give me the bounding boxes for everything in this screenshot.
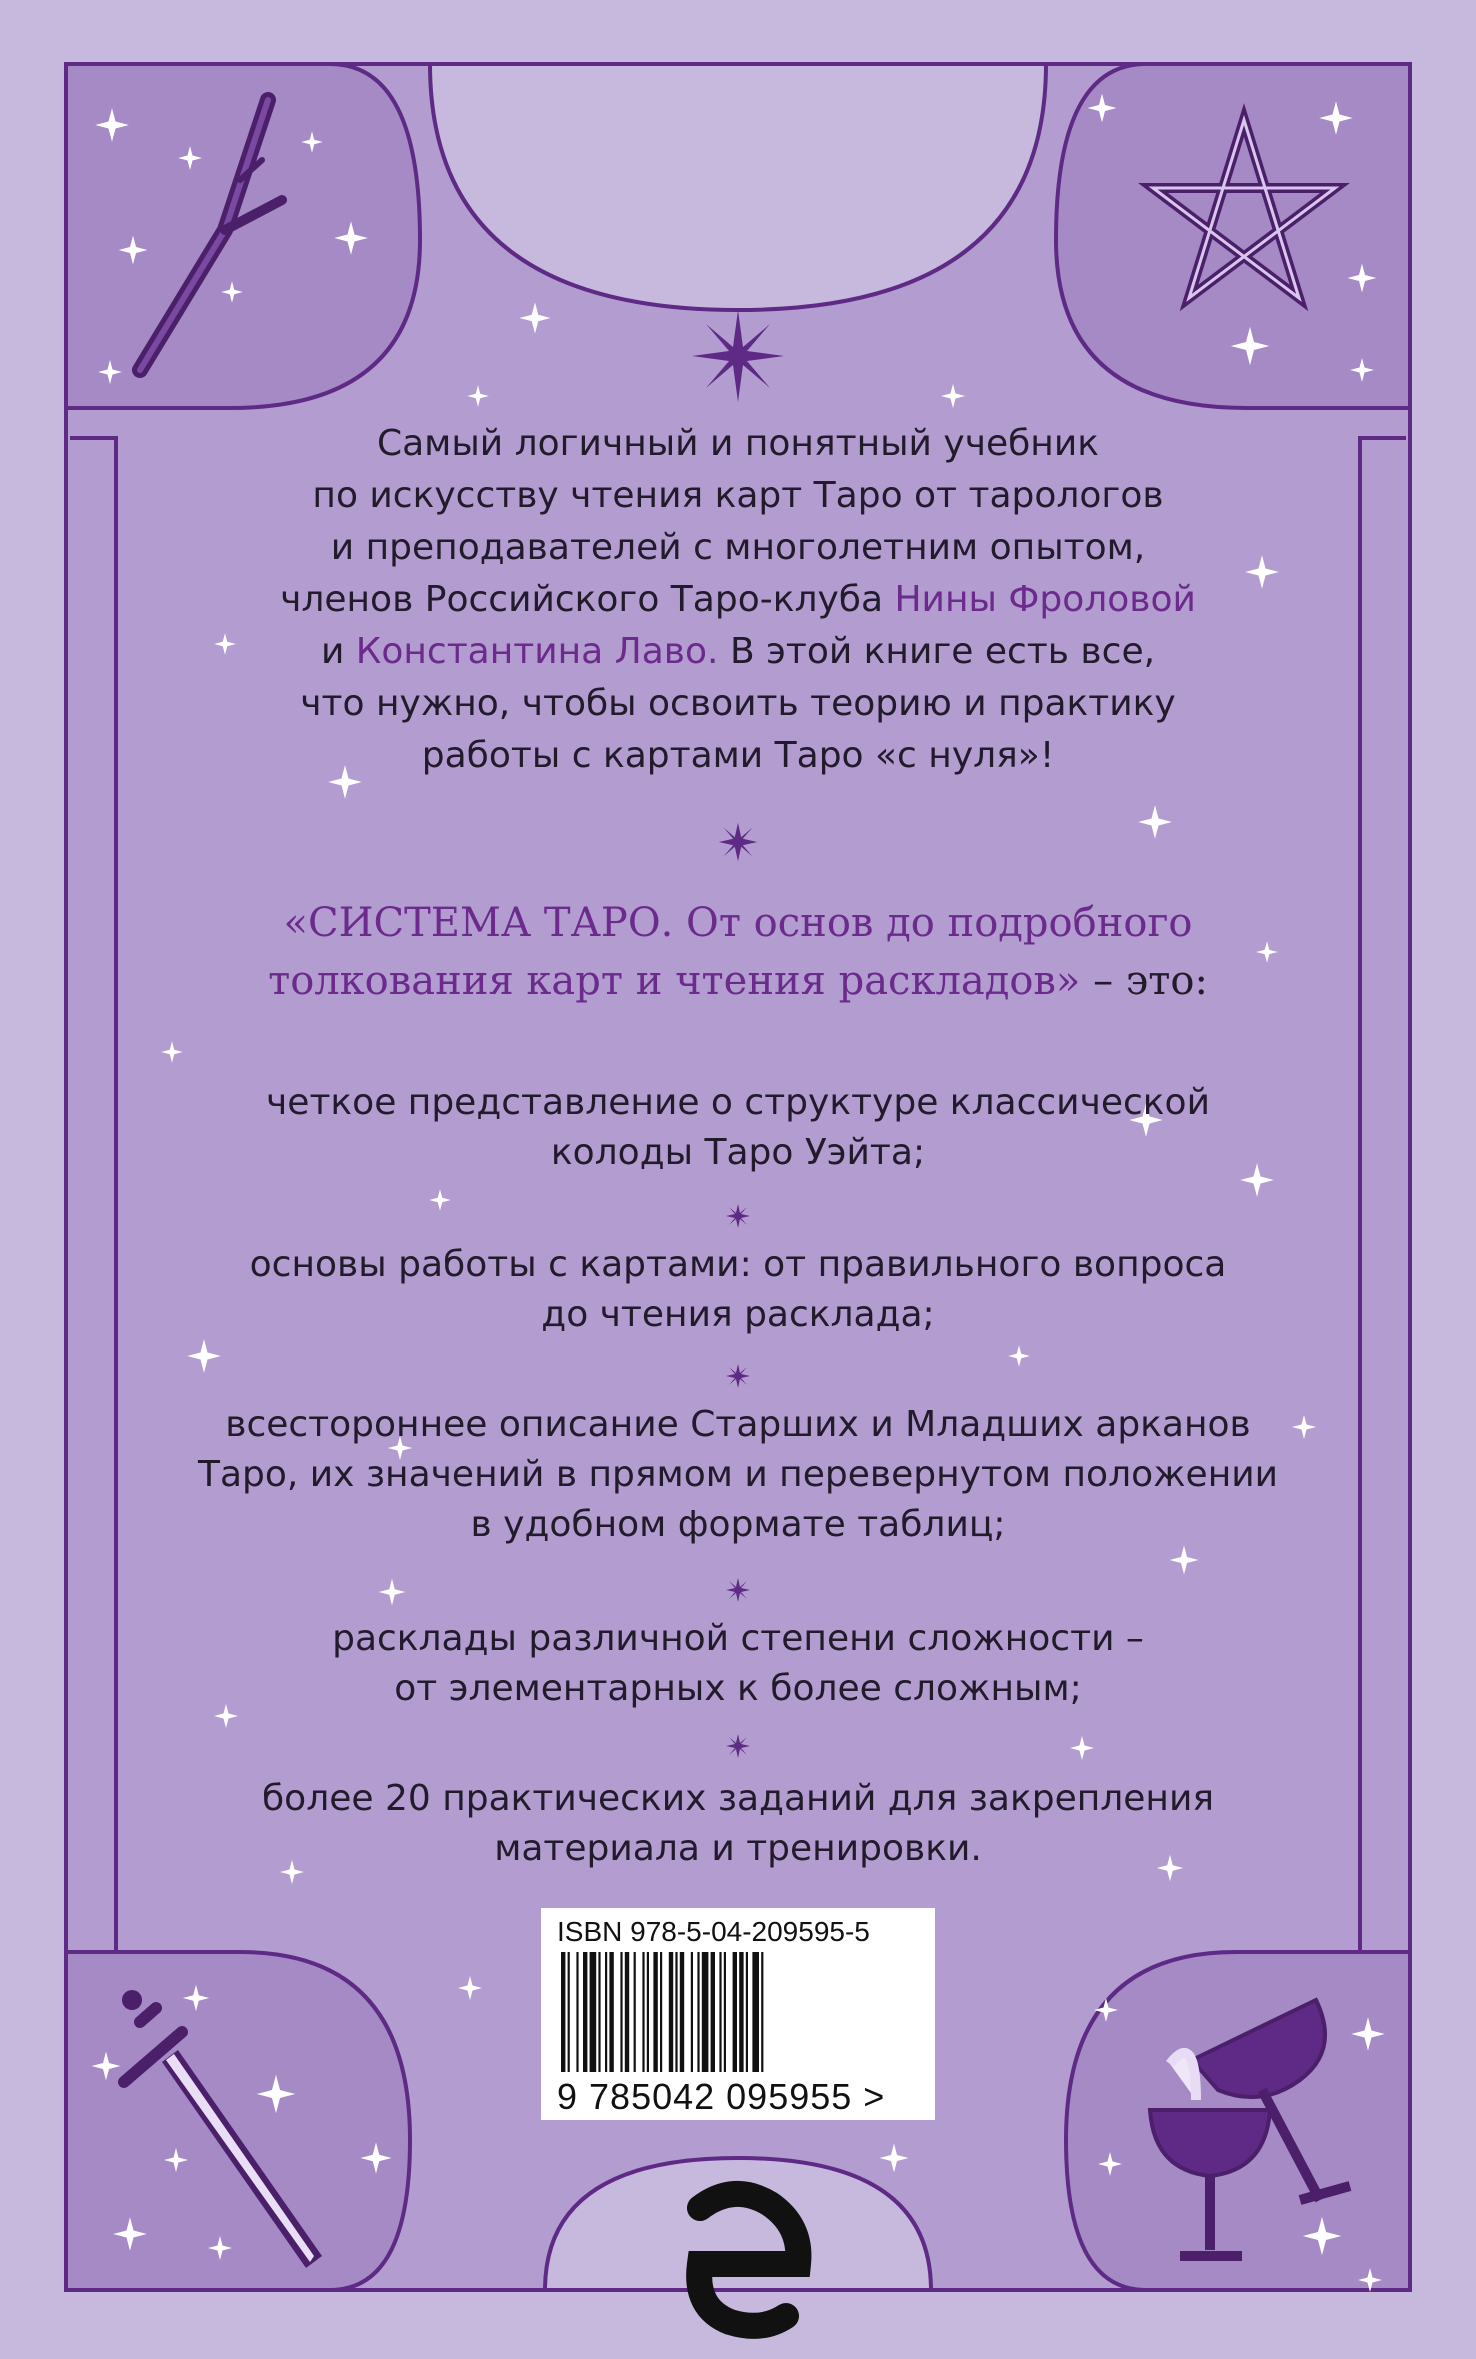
barcode-bar bbox=[702, 1952, 709, 2072]
barcode-bar bbox=[634, 1952, 636, 2072]
barcode-bar bbox=[719, 1952, 721, 2072]
barcode-bar bbox=[675, 1952, 677, 2072]
barcode-digits: 9 785042 095955 > bbox=[557, 2076, 886, 2117]
barcode-bar bbox=[761, 1952, 763, 2072]
barcode-bar bbox=[605, 1952, 607, 2072]
feature-item: четкое представление о структуре классической колоды Таро Уэйта; bbox=[266, 1082, 1210, 1173]
barcode-bar bbox=[697, 1952, 699, 2072]
intro-line: членов Российского Таро-клуба Нины Фроловой bbox=[280, 579, 1196, 620]
barcode-bar bbox=[746, 1952, 748, 2072]
barcode-bar bbox=[711, 1952, 715, 2072]
barcode-bar bbox=[609, 1952, 613, 2072]
barcode-bar bbox=[625, 1952, 629, 2072]
barcode-bar bbox=[576, 1952, 578, 2072]
intro-line: что нужно, чтобы освоить теорию и практику bbox=[300, 683, 1176, 724]
feature-item: всестороннее описание Старших и Младших арканов Таро, их значений в прямом и перевернутом положении в удобном формате таблиц; bbox=[197, 1404, 1279, 1545]
intro-paragraph bbox=[0, 418, 1476, 782]
intro-line: и Константина Лаво. В этой книге есть все, bbox=[320, 631, 1156, 672]
intro-line: работы с картами Таро «с нуля»! bbox=[421, 735, 1055, 776]
corner-bottom-left bbox=[66, 1952, 410, 2290]
barcode-bar bbox=[647, 1952, 649, 2072]
feature-item: основы работы с картами: от правильного вопроса до чтения расклада; bbox=[249, 1244, 1227, 1335]
intro-line: Самый логичный и понятный учебник bbox=[376, 423, 1099, 464]
intro-line: по искусству чтения карт Таро от тарологов bbox=[312, 475, 1164, 516]
book-title-quote bbox=[0, 894, 1476, 1010]
isbn-label: ISBN 978-5-04-209595-5 bbox=[557, 1916, 870, 1947]
author-name: Нины Фроловой bbox=[894, 579, 1196, 620]
intro-line: и преподавателей с многолетним опытом, bbox=[330, 527, 1146, 568]
barcode bbox=[557, 1952, 919, 2076]
barcode-bar bbox=[620, 1952, 622, 2072]
barcode-bar bbox=[691, 1952, 693, 2072]
corner-top-left bbox=[66, 64, 420, 408]
barcode-bar bbox=[733, 1952, 737, 2072]
book-title-line: «СИСТЕМА ТАРО. От основ до подробного bbox=[283, 900, 1193, 946]
isbn-barcode-box bbox=[541, 1908, 935, 2120]
author-name: Константина Лаво. bbox=[355, 631, 719, 672]
barcode-bar bbox=[680, 1952, 684, 2072]
feature-item: расклады различной степени сложности – от элементарных к более сложным; bbox=[332, 1618, 1144, 1709]
barcode-bar bbox=[590, 1952, 597, 2072]
barcode-bar bbox=[653, 1952, 657, 2072]
corner-top-right bbox=[1056, 64, 1410, 408]
barcode-bar bbox=[752, 1952, 759, 2072]
feature-item: более 20 практических заданий для закрепления материала и тренировки. bbox=[261, 1778, 1215, 1869]
barcode-bar bbox=[724, 1952, 726, 2072]
barcode-bar bbox=[642, 1952, 644, 2072]
barcode-bar bbox=[583, 1952, 587, 2072]
barcode-bar bbox=[568, 1952, 570, 2072]
barcode-bar bbox=[660, 1952, 662, 2072]
barcode-bar bbox=[561, 1952, 565, 2072]
barcode-bar bbox=[739, 1952, 743, 2072]
barcode-bar bbox=[598, 1952, 600, 2072]
book-title-line: толкования карт и чтения раскладов» – это: bbox=[268, 958, 1208, 1004]
barcode-bar bbox=[669, 1952, 673, 2072]
